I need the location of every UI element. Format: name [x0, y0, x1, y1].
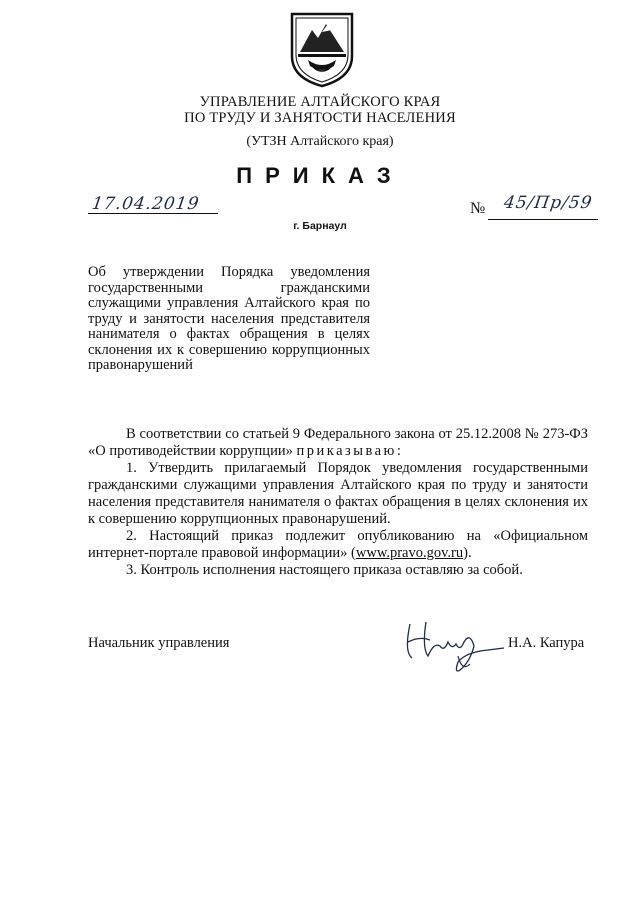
- organization-name-line1: УПРАВЛЕНИЕ АЛТАЙСКОГО КРАЯ: [199, 94, 441, 110]
- signatory-role: Начальник управления: [88, 635, 230, 651]
- signature-icon: [400, 612, 510, 678]
- item-2: [88, 528, 588, 562]
- city-label: г. Барнаул: [293, 220, 347, 232]
- item-3: 3. Контроль исполнения настоящего приказа оставляю за собой.: [126, 562, 523, 578]
- date-underline: [88, 213, 218, 214]
- item-1: 1. Утвердить прилагаемый Порядок уведомления государственными гражданскими служащими управления Алтайского края по труду и занятости населения представителя нанимателя о фактах обращения в целях склонения их к совершению коррупционных правонарушений.: [88, 460, 588, 527]
- item-2-end: ).: [463, 545, 472, 561]
- handwritten-document-number: 45/Пр/59: [502, 193, 594, 213]
- intro-paragraph: [88, 426, 588, 460]
- order-subject: Об утверждении Порядка уведомления государственными гражданскими служащими управления Алтайского края по труду и занятости населения представителя нанимателя о фактах обращения в целях склонения их к совершению коррупционных правонарушений: [88, 264, 370, 373]
- order-body: [88, 426, 588, 579]
- coat-of-arms-icon: [284, 8, 360, 88]
- document-type-title: ПРИКАЗ: [236, 163, 404, 188]
- handwritten-date: 17.04.2019: [90, 194, 201, 214]
- number-label: №: [470, 200, 486, 217]
- organization-short-name: (УТЗН Алтайского края): [246, 134, 394, 149]
- organization-name-line2: ПО ТРУДУ И ЗАНЯТОСТИ НАСЕЛЕНИЯ: [184, 110, 456, 126]
- item-2-text: 2. Настоящий приказ подлежит опубликованию на «Официальном интернет-портале правовой информации» (: [88, 528, 588, 561]
- pravo-link[interactable]: www.pravo.gov.ru: [355, 545, 464, 561]
- signatory-name: Н.А. Капура: [508, 635, 585, 651]
- intro-text: В соответствии со статьей 9 Федерального закона от 25.12.2008 № 273-ФЗ «О противодействии коррупции»: [88, 426, 588, 459]
- order-verb: приказываю:: [296, 443, 404, 459]
